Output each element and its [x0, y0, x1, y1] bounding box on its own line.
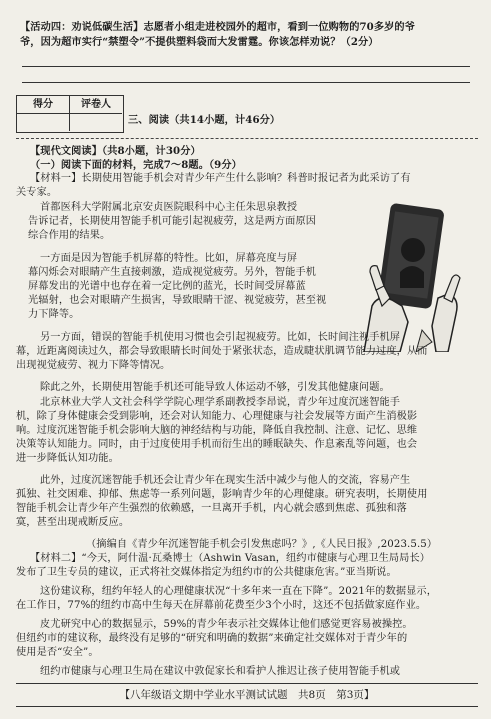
para2-line2: 告诉记者，长期使用智能手机可能引起视疲劳，这是两方面原因	[28, 216, 317, 227]
para10-line2: 但纽约市的建议称，最终没有足够的“研究和明确的数据”来确定社交媒体对于青少年的	[16, 633, 408, 644]
answer-line-1	[22, 66, 470, 67]
material-one-line2: 关专家。	[16, 187, 58, 198]
para4-line1: 另一方面，错误的智能手机使用习惯也会引起视疲劳。比如，长时间注视手机屏	[40, 332, 401, 343]
material-one-line1: 【材料一】长期使用智能手机会对青少年产生什么影响？科普时报记者为此采访了有	[30, 173, 411, 184]
answer-line-2	[22, 82, 470, 83]
section-heading: 三、阅读（共14小题，计46分）	[128, 114, 281, 126]
page-footer: 【八年级语文期中学业水平测试试题 共8页 第3页】	[16, 683, 478, 707]
para3-line4: 光辐射，也会对眼睛产生损害，导致眼睛干涩、视觉疲劳，甚至视	[28, 295, 327, 306]
para9-line2: 在工作日，77%的纽约市高中生每天在屏幕前花费至少3个小时，这还不包括做家庭作业。	[16, 600, 427, 611]
source-citation: （摘编自《青少年沉迷智能手机会引发焦虑吗？》,《人民日报》,2023.5.5）	[86, 539, 438, 550]
activity-four-line2: 爷，因为超市实行“禁塑令”不提供塑料袋而大发雷霆。你该怎样劝说？（2分）	[20, 36, 379, 48]
section-divider	[16, 138, 478, 139]
para3-line5: 力下降等。	[28, 309, 80, 320]
para6-line1: 北京林业大学人文社会科学学院心理学系副教授李昂说，青少年过度沉迷智能手	[40, 397, 401, 408]
para9-line1: 这份建议称，纽约年轻人的心理健康状况“十多年来一直在下降”。2021年的数据显示，	[40, 586, 438, 597]
para3-line3: 屏幕发出的光谱中也存在着一定比例的蓝光，长时间受屏幕蓝	[28, 281, 306, 292]
para7-line3: 智能手机会让青少年产生强烈的依赖感，一旦离开手机，内心就会感到焦虑、孤独和落	[16, 503, 407, 514]
para10-line1: 皮尤研究中心的数据显示，59%的青少年表示社交媒体让他们感觉更容易被操控。	[40, 619, 413, 630]
score-box[interactable]	[17, 114, 70, 131]
smartphone-illustration	[352, 202, 472, 352]
para6-line2: 机，除了身体健康会受到影响，还会对认知能力、心理健康与社会发展等方面产生消极影	[16, 411, 418, 422]
para2-line3: 综合作用的结果。	[28, 230, 111, 241]
material-two-line2: 发布了卫生专员的建议，正式将社交媒体指定为纽约市的公共健康危害。”亚当斯说。	[16, 567, 397, 578]
para6-line4: 决策等认知能力。同时，由于过度使用手机而衍生出的睡眠缺失、作息紊乱等问题，也会	[16, 439, 418, 450]
activity-four-line1: 【活动四：劝说低碳生活】志愿者小组走进校园外的超市，看到一位购物的70多岁的爷	[20, 21, 416, 33]
para7-line2: 孤独、社交困难、抑郁、焦虑等一系列问题，影响青少年的心理健康。研究表明，长期使用	[16, 489, 428, 500]
para6-line5: 进一步降低认知功能。	[16, 453, 119, 464]
material-two-line1: 【材料二】“今天，阿什温·瓦桑博士（Ashwin Vasan，纽约市健康与心理卫生局局长）	[30, 553, 431, 564]
para4-line2: 幕，近距离阅读过久，都会导致眼睛长时间处于紧张状态，造成睫状肌调节能力过度，从而	[16, 346, 428, 357]
para2-line1: 首都医科大学附属北京安贞医院眼科中心主任朱思泉教授	[40, 202, 298, 213]
para11-line1: 纽约市健康与心理卫生局在建议中敦促家长和看护人推迟让孩子使用智能手机或	[40, 666, 401, 677]
para5-line1: 除此之外，长期使用智能手机还可能导致人体运动不够，引发其他健康问题。	[40, 382, 390, 393]
para7-line4: 寞，甚至出现戒断反应。	[16, 517, 130, 528]
modern-reading-heading: 【现代文阅读】（共8小题，计30分）	[30, 145, 201, 157]
score-label: 得分	[17, 96, 70, 114]
para10-line3: 使用是否“安全”。	[16, 647, 99, 658]
para7-line1: 此外，过度沉迷智能手机还会让青少年在现实生活中减少与他人的交流，容易产生	[40, 475, 411, 486]
para6-line3: 响。过度沉迷智能手机会影响大脑的神经结构与功能，降低自我控制、注意、记忆、思维	[16, 425, 418, 436]
para3-line1: 一方面是因为智能手机屏幕的特性。比如，屏幕亮度与屏	[40, 253, 298, 264]
score-table	[16, 95, 124, 133]
reviewer-label: 评卷人	[70, 96, 122, 114]
reviewer-box[interactable]	[70, 114, 122, 131]
para4-line3: 出现视觉疲劳、视力下降等情况。	[16, 360, 171, 371]
para3-line2: 幕闪烁会对眼睛产生直接刺激，造成视觉疲劳。另外，智能手机	[28, 267, 317, 278]
part-one-heading: （一）阅读下面的材料，完成7～8题。（9分）	[30, 159, 242, 171]
